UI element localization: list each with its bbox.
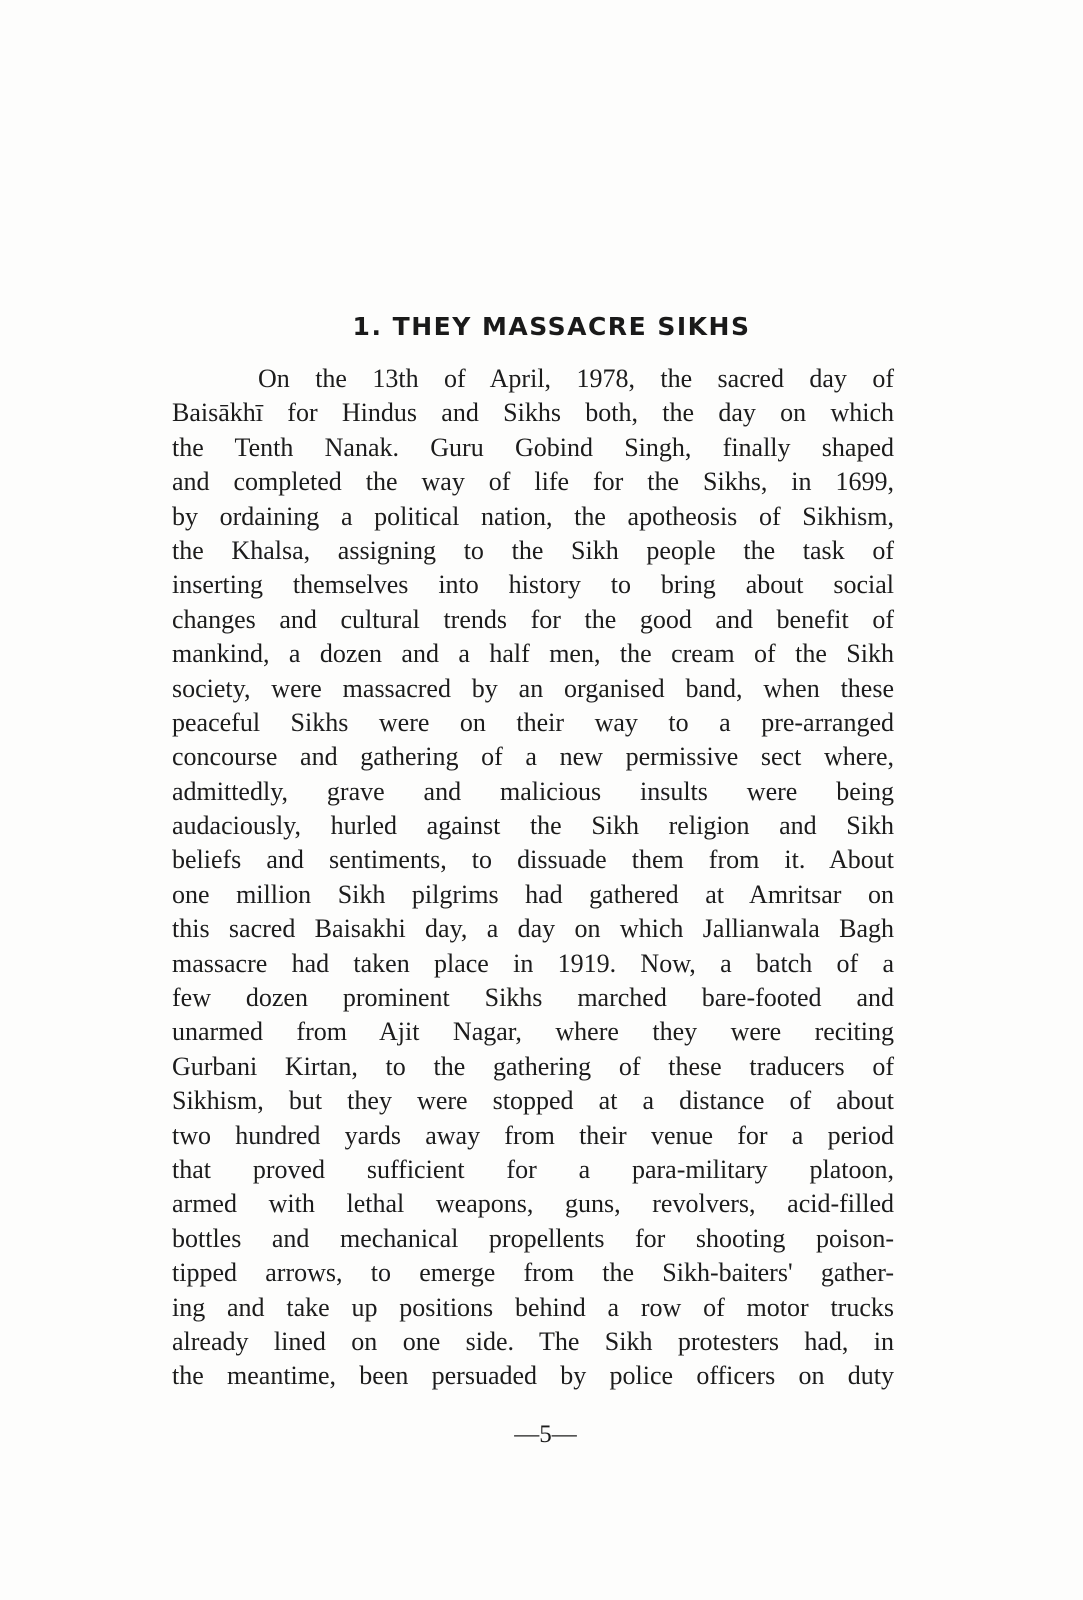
text-line: inserting themselves into history to bring about social [172,570,894,600]
text-line: society, were massacred by an organised band, when these [172,673,894,703]
text-line: Baisākhī for Hindus and Sikhs both, the day on which [172,398,894,428]
text-line: this sacred Baisakhi day, a day on which Jallianwala Bagh [172,914,894,944]
text-line: and completed the way of life for the Sikhs, in 1699, [172,467,894,497]
text-line: the Tenth Nanak. Guru Gobind Singh, finally shaped [172,432,894,462]
text-line: armed with lethal weapons, guns, revolvers, acid-filled [172,1189,894,1219]
text-line: Sikhism, but they were stopped at a distance of about [172,1086,894,1116]
text-line: mankind, a dozen and a half men, the cream of the Sikh [172,639,894,669]
text-line: tipped arrows, to emerge from the Sikh-baiters' gather- [172,1258,894,1288]
text-line: the meantime, been persuaded by police officers on duty [172,1361,894,1391]
body-text [172,362,894,1394]
chapter-title: 1. THEY MASSACRE SIKHS [352,312,751,341]
text-line: by ordaining a political nation, the apotheosis of Sikhism, [172,501,894,531]
text-line: peaceful Sikhs were on their way to a pre-arranged [172,707,894,737]
text-line: that proved sufficient for a para-military platoon, [172,1154,894,1184]
text-line: ing and take up positions behind a row of motor trucks [172,1292,894,1322]
text-line: unarmed from Ajit Nagar, where they were reciting [172,1017,894,1047]
text-line: audaciously, hurled against the Sikh religion and Sikh [172,811,894,841]
text-line: bottles and mechanical propellents for shooting poison- [172,1223,894,1253]
page-number: —5— [514,1421,577,1448]
text-line: massacre had taken place in 1919. Now, a batch of a [172,948,894,978]
text-line: beliefs and sentiments, to dissuade them from it. About [172,845,894,875]
text-line: few dozen prominent Sikhs marched bare-footed and [172,983,894,1013]
text-line: two hundred yards away from their venue for a period [172,1120,894,1150]
text-line: the Khalsa, assigning to the Sikh people the task of [172,535,894,565]
text-line: changes and cultural trends for the good and benefit of [172,604,894,634]
text-line: On the 13th of April, 1978, the sacred day of [258,364,894,393]
text-line: Gurbani Kirtan, to the gathering of these traducers of [172,1051,894,1081]
text-line: already lined on one side. The Sikh protesters had, in [172,1326,894,1356]
text-line: concourse and gathering of a new permissive sect where, [172,742,894,772]
text-line: one million Sikh pilgrims had gathered at Amritsar on [172,879,894,909]
text-line: admittedly, grave and malicious insults were being [172,776,894,806]
